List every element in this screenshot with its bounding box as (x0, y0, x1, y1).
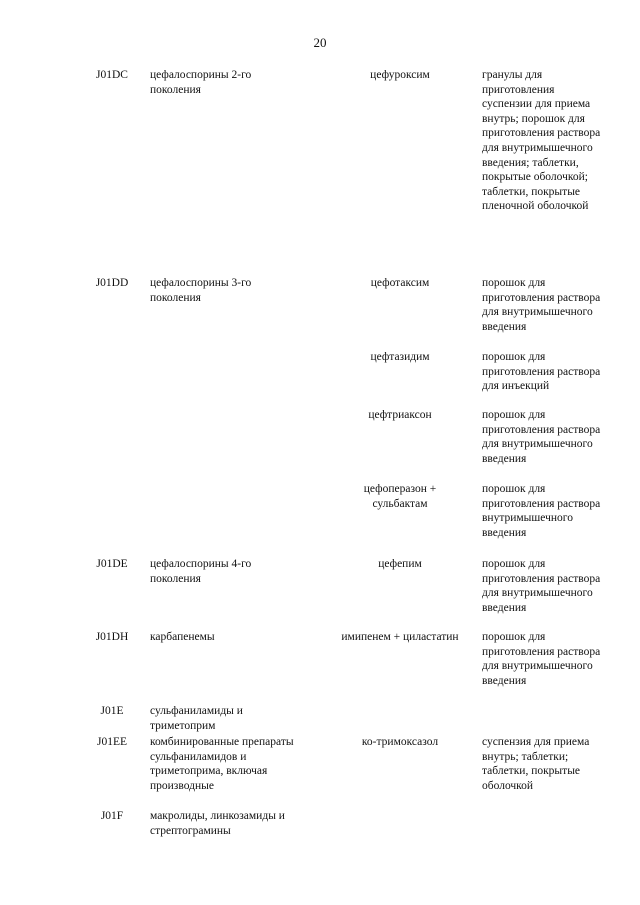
dosage-form: суспензия для приема внутрь; таблетки; таблетки, покрытые оболочкой (482, 736, 590, 792)
dosage-form: порошок для приготовления раствора для внутримышечного введения (482, 277, 601, 333)
atc-group: карбапенемы (150, 631, 215, 643)
atc-group: макролиды, линкозамиды и стрептограмины (150, 810, 285, 837)
atc-group: цефалоспорины 2-го поколения (150, 69, 252, 96)
drug-name: ко-тримоксазол (361, 736, 439, 748)
dosage-form: гранулы для приготовления суспензии для приема внутрь; порошок для приготовления раствора для внутримышечного введения; таблетки, покрытые оболочкой; таблетки, покрытые пленочной оболочкой (482, 69, 601, 213)
atc-code: J01DE (96, 558, 128, 570)
drug-name: цефотаксим (370, 277, 430, 289)
drug-name: цефуроксим (370, 69, 430, 81)
atc-code: J01EE (96, 736, 128, 748)
dosage-form: порошок для приготовления раствора внутримышечного введения (482, 483, 601, 539)
atc-code: J01DD (95, 277, 129, 289)
drug-name: имипенем + циластатин (341, 631, 459, 643)
atc-group: цефалоспорины 3-го поколения (150, 277, 252, 304)
dosage-form: порошок для приготовления раствора для внутримышечного введения (482, 631, 601, 687)
dosage-form: порошок для приготовления раствора для внутримышечного введения (482, 409, 601, 465)
drug-name: цефепим (378, 558, 422, 570)
atc-group: цефалоспорины 4-го поколения (150, 558, 252, 585)
drug-name: цефтазидим (370, 351, 430, 363)
dosage-form: порошок для приготовления раствора для инъекций (482, 351, 601, 393)
atc-group: комбинированные препараты сульфаниламидов и триметоприма, включая производные (150, 736, 294, 792)
page-number: 20 (313, 35, 327, 50)
dosage-form: порошок для приготовления раствора для внутримышечного введения (482, 558, 601, 614)
atc-code: J01DH (95, 631, 129, 643)
drug-name: цефтриаксон (368, 409, 432, 421)
atc-code: J01DC (96, 69, 128, 81)
atc-group: сульфаниламиды и триметоприм (150, 705, 243, 732)
atc-code: J01F (100, 810, 124, 822)
drug-name: цефоперазон + сульбактам (363, 483, 437, 510)
atc-code: J01E (100, 705, 124, 717)
